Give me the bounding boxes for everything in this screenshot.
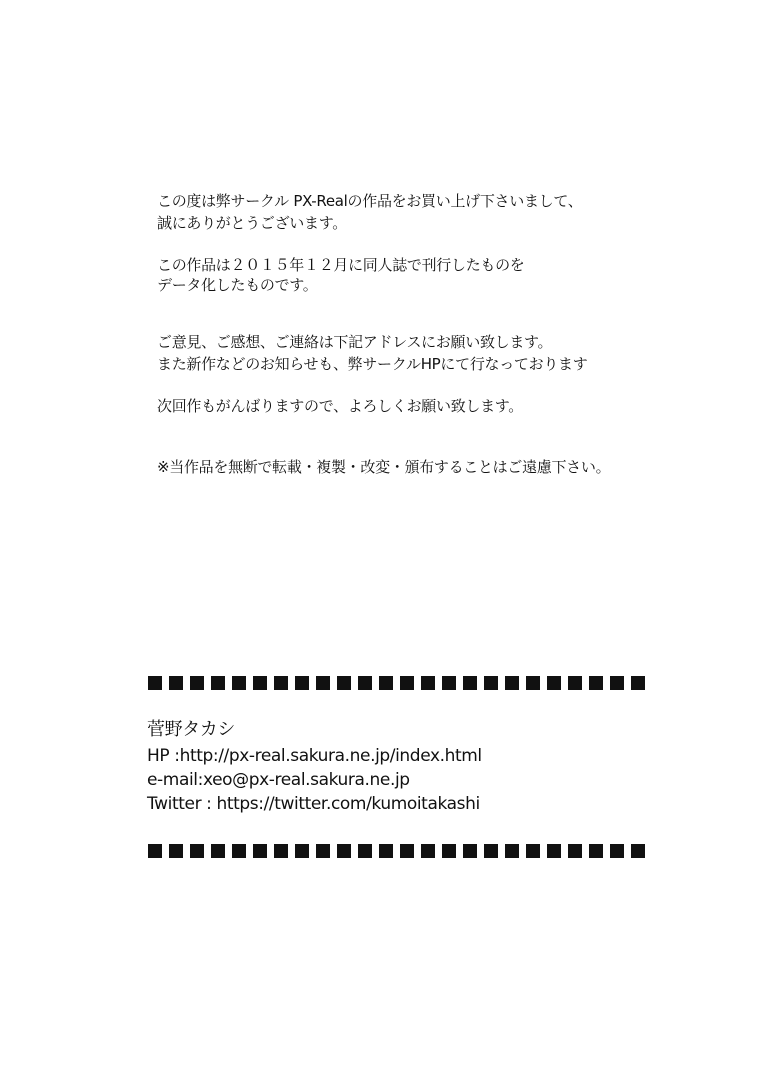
- divider-square: [568, 676, 582, 690]
- divider-square: [337, 676, 351, 690]
- divider-square: [589, 844, 603, 858]
- divider-square: [568, 844, 582, 858]
- divider-square: [610, 676, 624, 690]
- divider-square: [379, 844, 393, 858]
- feedback-line-2: また新作などのお知らせも、弊サークルHPにて行なっております: [157, 355, 588, 373]
- divider-square: [379, 676, 393, 690]
- divider-square: [421, 844, 435, 858]
- divider-square: [169, 844, 183, 858]
- divider-square: [316, 676, 330, 690]
- divider-square: [295, 844, 309, 858]
- divider-square: [589, 676, 603, 690]
- divider-square: [253, 844, 267, 858]
- release-line-1: この作品は２０１５年１２月に同人誌で刊行したものを: [157, 256, 525, 274]
- divider-square: [316, 844, 330, 858]
- copyright-warning: ※当作品を無断で転載・複製・改変・頒布することはご遠慮下さい。: [157, 458, 611, 476]
- divider-square: [337, 844, 351, 858]
- divider-square: [295, 676, 309, 690]
- release-line-2: データ化したものです。: [157, 276, 318, 294]
- homepage-url[interactable]: HP :http://px-real.sakura.ne.jp/index.html: [147, 746, 482, 766]
- divider-square: [211, 844, 225, 858]
- divider-square: [484, 844, 498, 858]
- divider-square: [148, 676, 162, 690]
- divider-square: [232, 844, 246, 858]
- divider-square: [211, 676, 225, 690]
- divider-square: [442, 676, 456, 690]
- divider-square: [631, 844, 645, 858]
- divider-square: [358, 676, 372, 690]
- divider-square: [169, 676, 183, 690]
- divider-square: [484, 676, 498, 690]
- author-name: 菅野タカシ: [147, 719, 235, 740]
- top-divider: [148, 676, 645, 690]
- divider-square: [400, 844, 414, 858]
- thanks-line-2: 誠にありがとうございます。: [157, 214, 347, 232]
- divider-square: [442, 844, 456, 858]
- divider-square: [400, 676, 414, 690]
- divider-square: [631, 676, 645, 690]
- divider-square: [526, 844, 540, 858]
- next-work-line: 次回作もがんばりますので、よろしくお願い致します。: [157, 397, 524, 415]
- bottom-divider: [148, 844, 645, 858]
- divider-square: [190, 676, 204, 690]
- divider-square: [547, 676, 561, 690]
- divider-square: [274, 676, 288, 690]
- divider-square: [253, 676, 267, 690]
- divider-square: [547, 844, 561, 858]
- divider-square: [190, 844, 204, 858]
- divider-square: [526, 676, 540, 690]
- divider-square: [358, 844, 372, 858]
- feedback-line-1: ご意見、ご感想、ご連絡は下記アドレスにお願い致します。: [157, 333, 553, 351]
- divider-square: [463, 676, 477, 690]
- twitter-url[interactable]: Twitter : https://twitter.com/kumoitakashi: [147, 794, 480, 814]
- divider-square: [610, 844, 624, 858]
- divider-square: [148, 844, 162, 858]
- divider-square: [463, 844, 477, 858]
- divider-square: [421, 676, 435, 690]
- email-address[interactable]: e-mail:xeo@px-real.sakura.ne.jp: [147, 770, 410, 790]
- divider-square: [505, 844, 519, 858]
- divider-square: [505, 676, 519, 690]
- divider-square: [274, 844, 288, 858]
- divider-square: [232, 676, 246, 690]
- thanks-line-1: この度は弊サークル PX-Realの作品をお買い上げ下さいまして、: [157, 192, 583, 210]
